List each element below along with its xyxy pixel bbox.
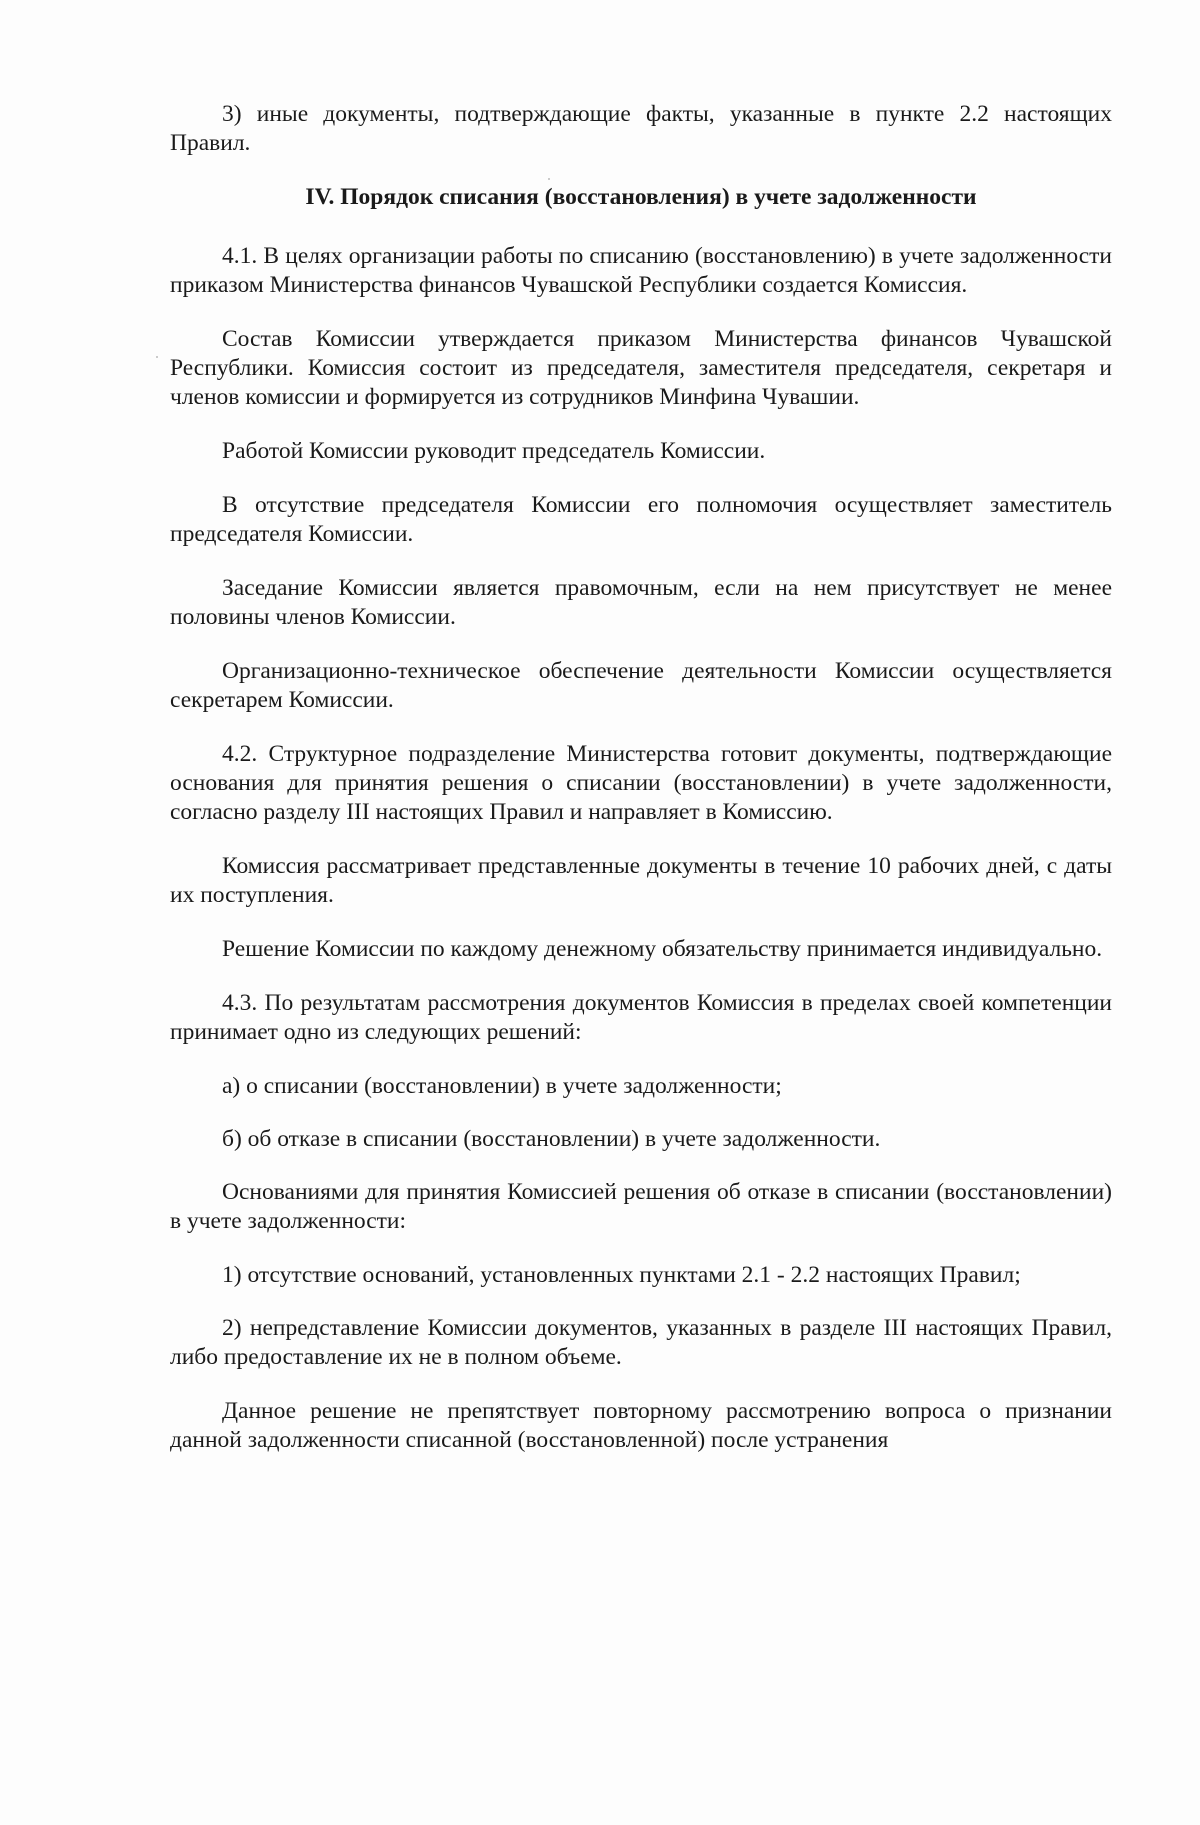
paragraph-option-a: а) о списании (восстановлении) в учете задолженности; — [222, 1073, 782, 1099]
paragraph-secretary: Организационно-техническое обеспечение деятельности Комиссии осуществляется секретарем Комиссии. — [170, 658, 1112, 713]
paragraph-quorum: Заседание Комиссии является правомочным, если на нем присутствует не менее половины членов Комиссии. — [170, 575, 1112, 630]
paragraph-4-1: 4.1. В целях организации работы по списанию (восстановлению) в учете задолженности приказом Министерства финансов Чувашской Республики создается Комиссия. — [170, 243, 1112, 298]
scan-speck — [156, 356, 158, 358]
paragraph-composition: Состав Комиссии утверждается приказом Министерства финансов Чувашской Республики. Комиссия состоит из председателя, заместителя председателя, секретаря и членов комиссии и формируется из сотрудников Минфина Чувашии. — [170, 326, 1112, 410]
paragraph-review: Комиссия рассматривает представленные документы в течение 10 рабочих дней, с даты их поступления. — [170, 853, 1112, 908]
section-iv-title: IV. Порядок списания (восстановления) в учете задолженности — [305, 184, 977, 210]
paragraph-4-2: 4.2. Структурное подразделение Министерства готовит документы, подтверждающие основания для принятия решения о списании (восстановлении) в учете задолженности, согласно разделу III настоящих Правил и направляет в Комиссию. — [170, 741, 1112, 825]
paragraph-4-3: 4.3. По результатам рассмотрения документов Комиссия в пределах своей компетенции принимает одно из следующих решений: — [170, 990, 1112, 1045]
paragraph-intro-3: 3) иные документы, подтверждающие факты, указанные в пункте 2.2 настоящих Правил. — [170, 101, 1112, 156]
paragraph-ground-1: 1) отсутствие оснований, установленных пунктами 2.1 - 2.2 настоящих Правил; — [222, 1262, 1021, 1288]
paragraph-decision: Решение Комиссии по каждому денежному обязательству принимается индивидуально. — [222, 936, 1103, 962]
paragraph-ground-2: 2) непредставление Комиссии документов, указанных в разделе III настоящих Правил, либо предоставление их не в полном объеме. — [170, 1315, 1112, 1370]
paragraph-refusal-grounds: Основаниями для принятия Комиссией решения об отказе в списании (восстановлении) в учете задолженности: — [170, 1179, 1112, 1234]
paragraph-absence: В отсутствие председателя Комиссии его полномочия осуществляет заместитель председателя Комиссии. — [170, 492, 1112, 547]
document-body — [170, 100, 1112, 1480]
paragraph-chairman: Работой Комиссии руководит председатель Комиссии. — [222, 438, 766, 464]
paragraph-final: Данное решение не препятствует повторному рассмотрению вопроса о признании данной задолженности списанной (восстановленной) после устранения — [170, 1398, 1112, 1453]
paragraph-option-b: б) об отказе в списании (восстановлении) в учете задолженности. — [222, 1126, 881, 1152]
